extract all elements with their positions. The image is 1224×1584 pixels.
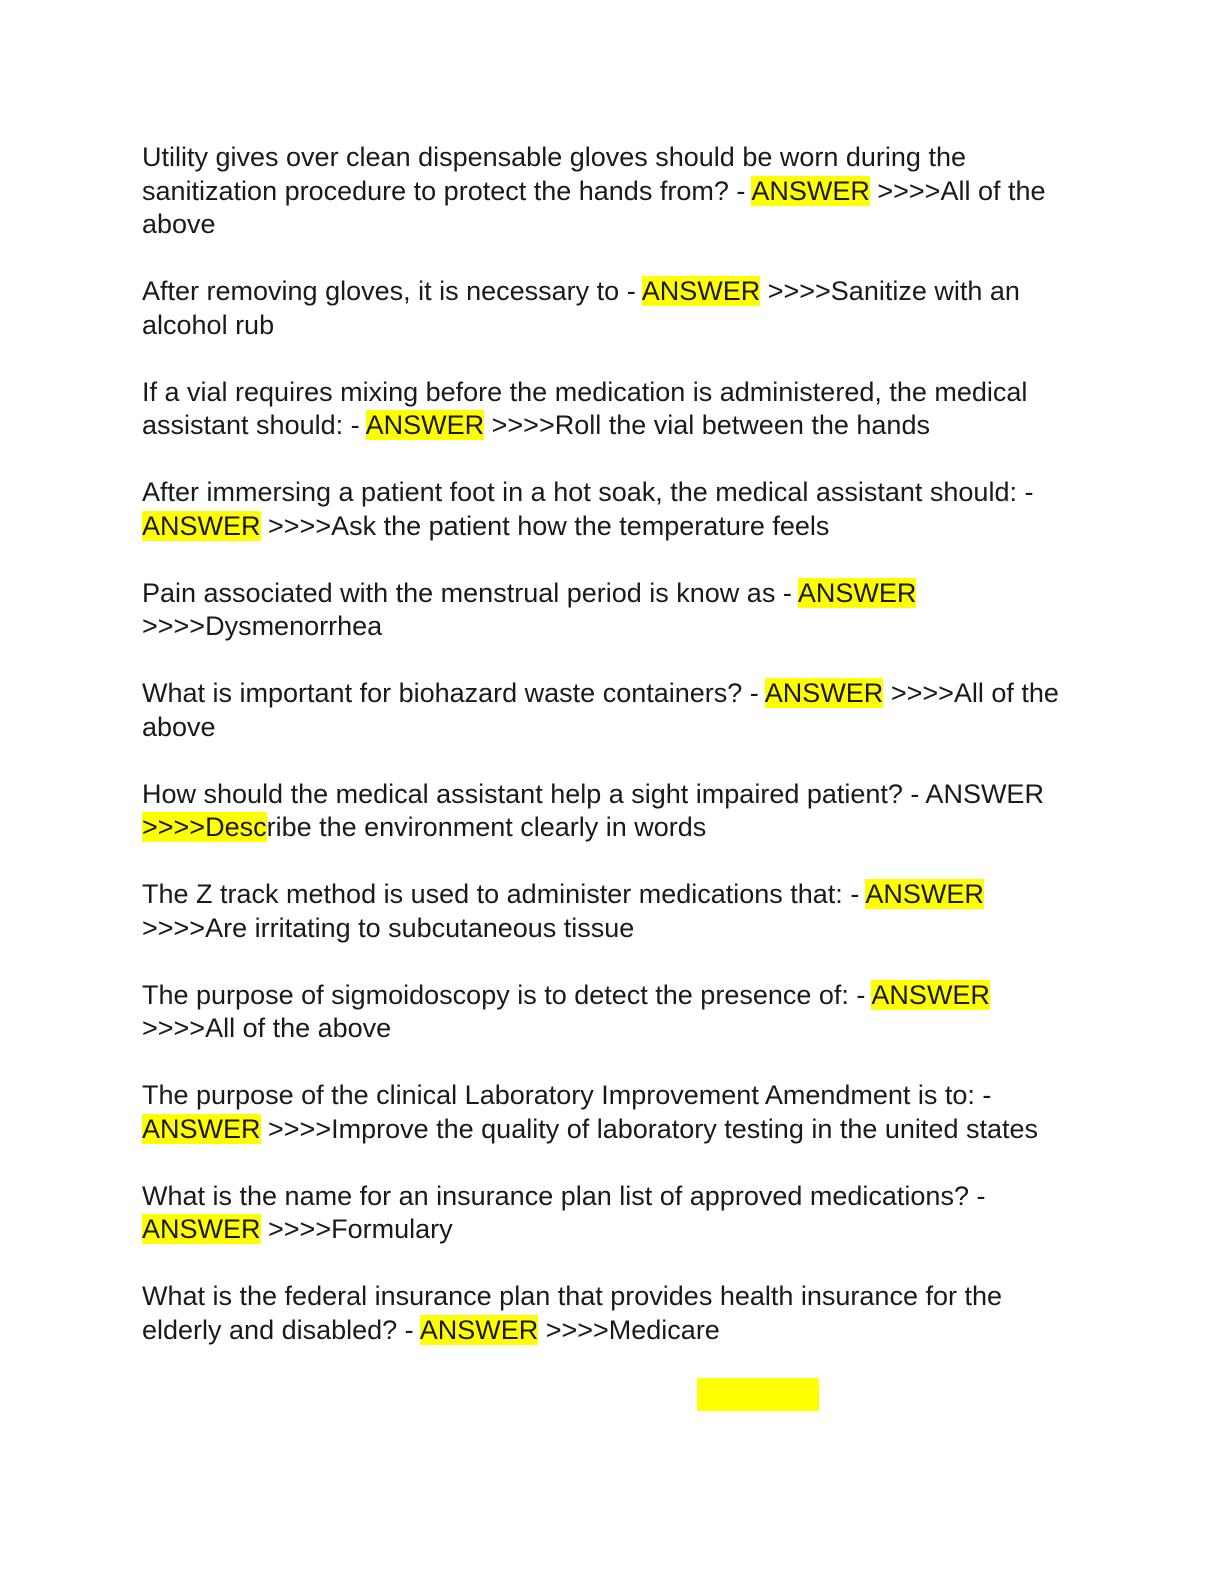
qa-item bbox=[142, 677, 1077, 744]
question-text: How should the medical assistant help a sight impaired patient? - ANSWER bbox=[142, 778, 1044, 809]
question-text: What is important for biohazard waste containers? - bbox=[142, 678, 765, 708]
answer-tag: ANSWER bbox=[142, 1214, 261, 1244]
question-text: Utility gives over clean dispensable gloves should be worn during the sanitization procedure to protect the hands from? - bbox=[142, 142, 966, 206]
answer-text: >>>>Medicare bbox=[538, 1314, 720, 1345]
answer-text: >>>>Dysmenorrhea bbox=[142, 611, 383, 641]
answer-text: >>>>All of the above bbox=[142, 175, 1046, 239]
answer-tag: ANSWER bbox=[751, 175, 870, 206]
question-text: If a vial requires mixing before the medication is administered, the medical assistant should: - bbox=[142, 376, 1028, 440]
qa-item bbox=[142, 778, 1077, 845]
answer-text: >>>>All of the above bbox=[142, 678, 1059, 742]
question-text: What is the federal insurance plan that provides health insurance for the elderly and disabled? - bbox=[142, 1281, 1003, 1345]
question-text: Pain associated with the menstrual period is know as - bbox=[142, 577, 798, 608]
answer-text: >>>>Formulary bbox=[260, 1214, 453, 1244]
highlight-mark bbox=[697, 1378, 819, 1411]
qa-item bbox=[142, 476, 1077, 543]
question-text: What is the name for an insurance plan list of approved medications? - bbox=[142, 1180, 986, 1211]
answer-text: >>>>Sanitize with an alcohol rub bbox=[142, 276, 1020, 340]
answer-tag: ANSWER bbox=[365, 410, 485, 440]
qa-list bbox=[142, 141, 1077, 1381]
answer-text: >>>>Improve the quality of laboratory testing in the united states bbox=[260, 1113, 1038, 1144]
question-text: The purpose of sigmoidoscopy is to detect the presence of: - bbox=[142, 979, 872, 1010]
answer-tag: ANSWER bbox=[865, 879, 984, 909]
answer-text: >>>>Ask the patient how the temperature feels bbox=[260, 510, 830, 541]
qa-item bbox=[142, 1280, 1077, 1347]
question-text: The purpose of the clinical Laboratory Improvement Amendment is to: - bbox=[142, 1080, 992, 1110]
qa-item bbox=[142, 1180, 1077, 1247]
answer-text: >>>>All of the above bbox=[142, 1013, 392, 1043]
qa-item bbox=[142, 979, 1077, 1046]
answer-highlight: >>>>Desc bbox=[142, 812, 267, 842]
question-text: After immersing a patient foot in a hot soak, the medical assistant should: - bbox=[142, 477, 1034, 507]
answer-tag: ANSWER bbox=[142, 1113, 261, 1144]
answer-text: >>>>Are irritating to subcutaneous tissue bbox=[142, 912, 635, 943]
answer-tag: ANSWER bbox=[797, 577, 917, 608]
qa-item bbox=[142, 1079, 1077, 1146]
answer-tag: ANSWER bbox=[764, 678, 884, 708]
answer-tag: ANSWER bbox=[641, 276, 761, 306]
qa-item bbox=[142, 376, 1077, 443]
answer-text: ribe the environment clearly in words bbox=[266, 812, 707, 842]
answer-tag: ANSWER bbox=[871, 979, 990, 1010]
qa-item bbox=[142, 141, 1077, 242]
qa-item bbox=[142, 577, 1077, 644]
answer-tag: ANSWER bbox=[142, 510, 261, 541]
answer-text: >>>>Roll the vial between the hands bbox=[484, 410, 930, 440]
question-text: After removing gloves, it is necessary to - bbox=[142, 276, 642, 306]
qa-item bbox=[142, 275, 1077, 342]
answer-tag: ANSWER bbox=[419, 1314, 539, 1345]
question-text: The Z track method is used to administer medications that: - bbox=[142, 879, 866, 909]
qa-item bbox=[142, 878, 1077, 945]
